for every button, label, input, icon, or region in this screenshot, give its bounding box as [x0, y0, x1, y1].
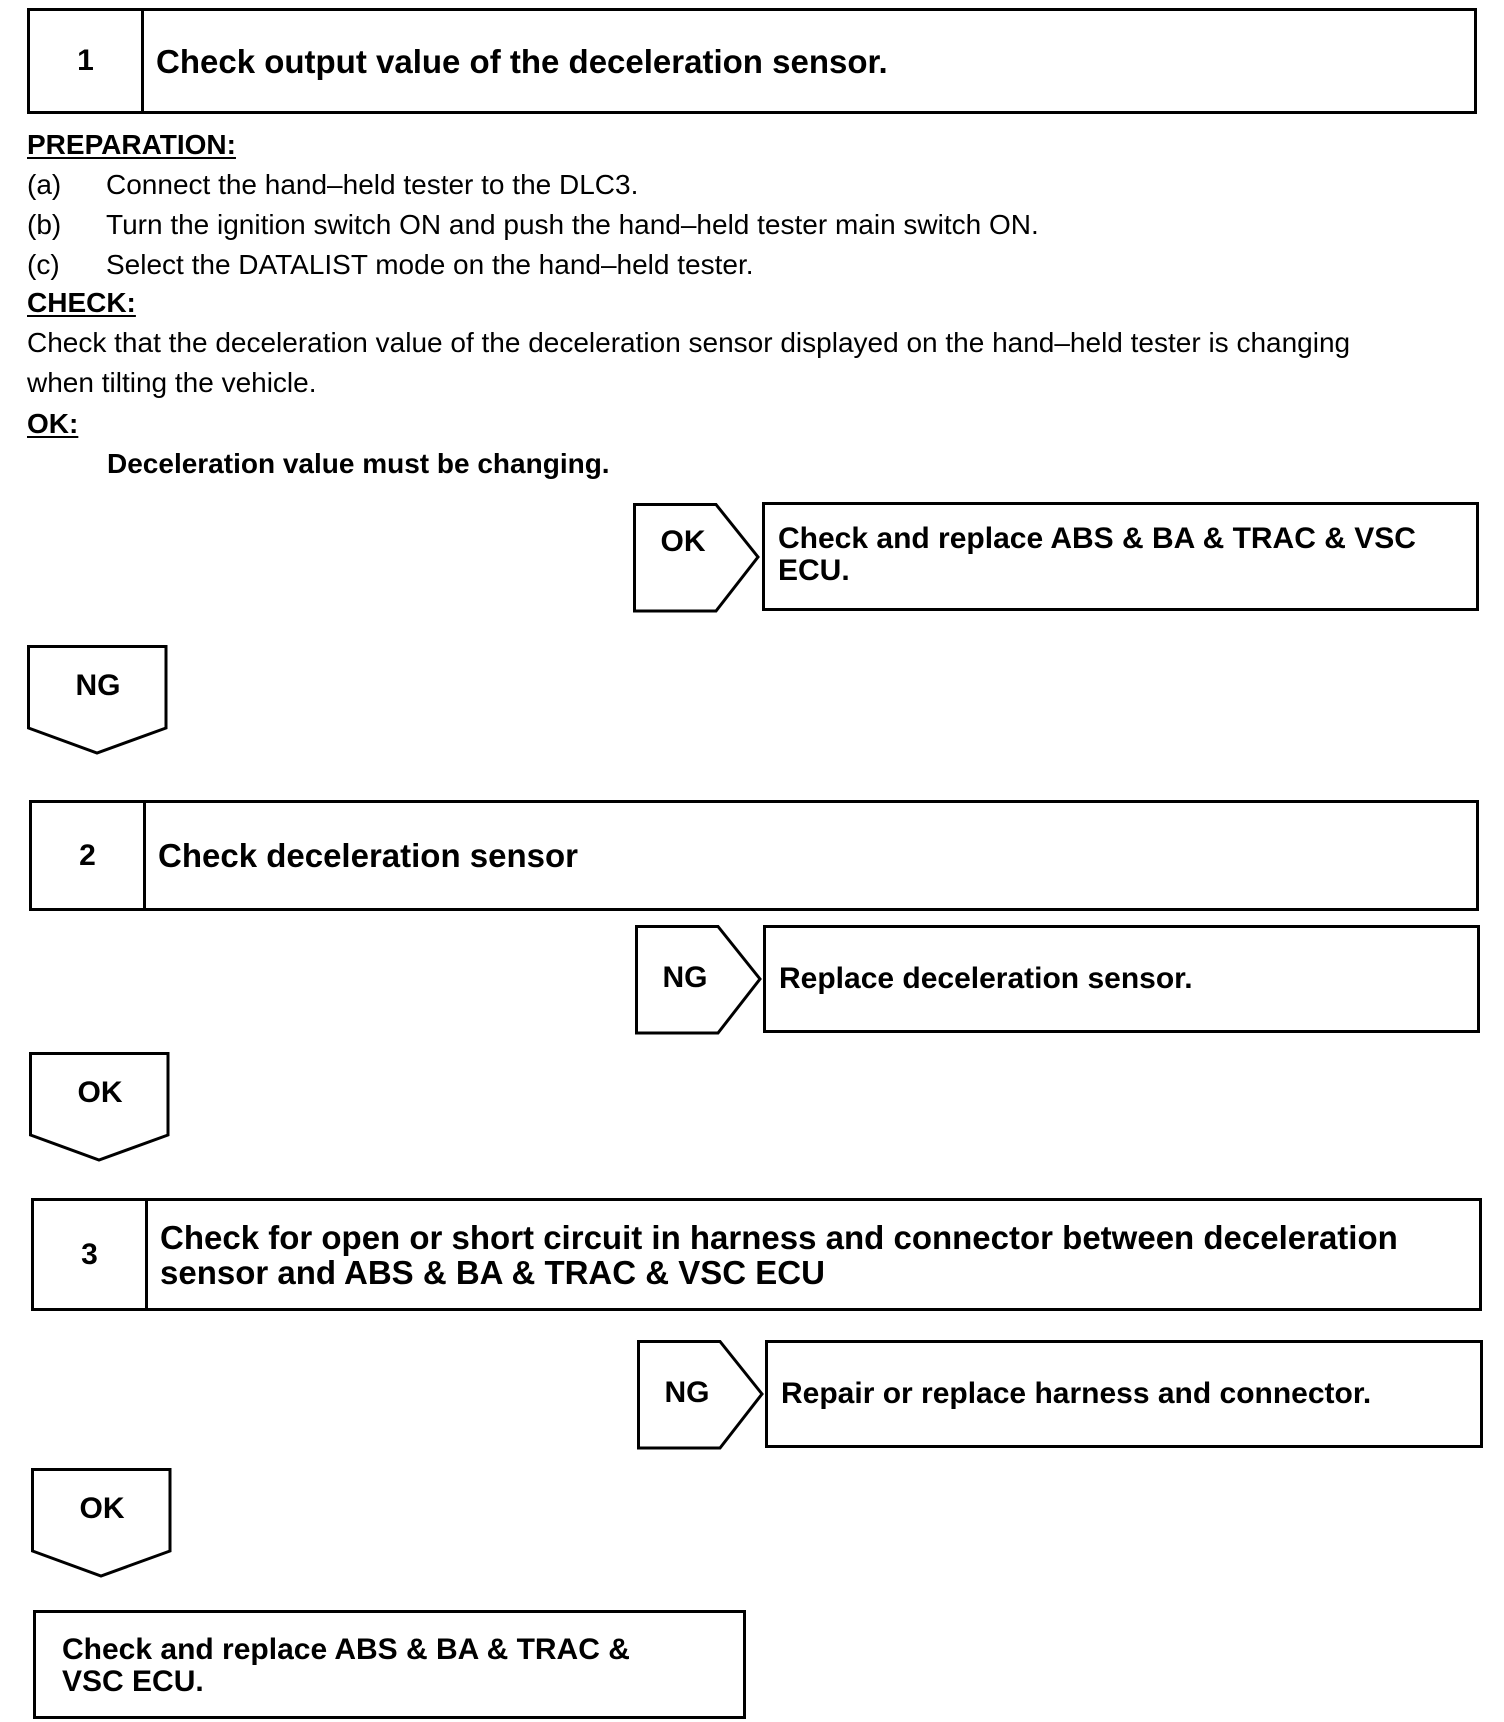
check-text-line-1: Check that the deceleration value of the deceleration sensor displayed on the hand–held tester is changing — [27, 327, 1351, 358]
ng-branch-arrow — [635, 925, 765, 1035]
step-3-ng-result-box: Repair or replace harness and connector. — [765, 1340, 1483, 1448]
ok-branch-arrow — [633, 503, 763, 613]
step-title: Check deceleration sensor — [158, 837, 579, 874]
preparation-item-b — [27, 205, 1039, 245]
item-text: Select the DATALIST mode on the hand–held tester. — [106, 249, 754, 280]
step-2-ng-result-box: Replace deceleration sensor. — [763, 925, 1480, 1033]
branch-label: NG — [75, 669, 121, 702]
item-text: Turn the ignition switch ON and push the hand–held tester main switch ON. — [106, 209, 1039, 240]
branch-label: NG — [662, 961, 708, 994]
check-text-line-2: when tilting the vehicle. — [27, 367, 317, 398]
ok-value: Deceleration value must be changing. — [107, 448, 610, 479]
step-title: Check for open or short circuit in harness and connector between deceleration sensor and ABS & BA & TRAC & VSC ECU — [160, 1218, 1398, 1291]
step-number: 2 — [32, 803, 146, 908]
check-heading: CHECK: — [27, 287, 136, 318]
ok-heading: OK: — [27, 408, 79, 439]
step-title: Check output value of the deceleration sensor. — [156, 42, 888, 80]
ok-branch-arrow — [31, 1468, 173, 1580]
ok-branch-arrow — [29, 1052, 171, 1164]
item-text: Connect the hand–held tester to the DLC3. — [106, 169, 639, 200]
item-letter: (b) — [27, 209, 62, 240]
branch-label: OK — [79, 1492, 125, 1525]
branch-label: NG — [664, 1376, 710, 1409]
step-number: 3 — [34, 1201, 148, 1308]
ng-branch-arrow — [637, 1340, 767, 1450]
item-letter: (c) — [27, 249, 60, 280]
preparation-heading: PREPARATION: — [27, 129, 236, 160]
step-number: 1 — [30, 11, 144, 111]
step-1-ok-result-box: Check and replace ABS & BA & TRAC & VSC ECU. — [762, 502, 1479, 611]
preparation-item-c — [27, 245, 754, 285]
branch-label: OK — [660, 525, 706, 558]
final-result-box: Check and replace ABS & BA & TRAC & VSC ECU. — [33, 1610, 746, 1719]
preparation-item-a — [27, 165, 638, 205]
branch-label: OK — [77, 1076, 123, 1109]
item-letter: (a) — [27, 169, 62, 200]
step-1-header — [27, 8, 1477, 114]
step-3-header — [31, 1198, 1482, 1311]
step-2-header — [29, 800, 1479, 911]
ng-branch-arrow — [27, 645, 169, 757]
